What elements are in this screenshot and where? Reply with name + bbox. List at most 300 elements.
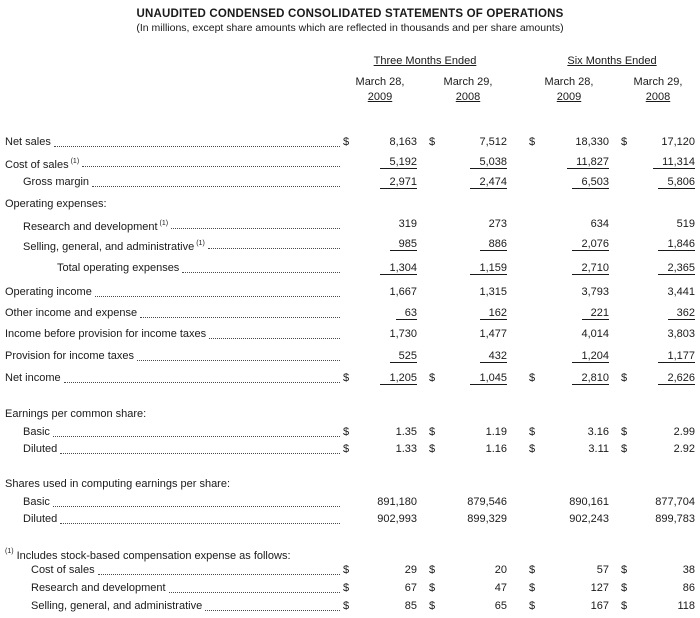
cell-value-text: 85 (404, 600, 417, 612)
currency-symbol (343, 152, 359, 172)
col-header-month: March 28, (544, 76, 594, 88)
currency-symbol (529, 303, 545, 323)
cell-value (545, 579, 609, 597)
table-row (5, 346, 695, 366)
cell-value-text: 634 (590, 218, 609, 230)
row-label-text: Diluted (23, 443, 58, 455)
cell-value-text: 1,045 (470, 372, 507, 385)
cell-value (445, 424, 507, 441)
currency-symbol (529, 346, 545, 366)
leader-dots (169, 592, 340, 593)
row-label-text: Earnings per common share: (5, 408, 147, 420)
cell-value (637, 511, 695, 528)
leader-dots (60, 523, 340, 524)
col-gap (609, 511, 621, 528)
cell-value-text: 3.11 (588, 443, 609, 455)
cell-value-text: 1.16 (485, 443, 507, 455)
col-gap (507, 132, 529, 152)
cell-value-text: 985 (390, 238, 417, 251)
cell-value (445, 368, 507, 388)
col-gap (417, 152, 429, 172)
currency-symbol (529, 258, 545, 278)
col-gap (507, 258, 529, 278)
row-label (5, 368, 343, 388)
table-row (5, 368, 695, 388)
cell-value (359, 234, 417, 254)
cell-value (637, 561, 695, 579)
cell-value (637, 597, 695, 615)
cell-value-text: 3,803 (667, 328, 695, 340)
leader-dots (82, 166, 340, 167)
row-label (5, 172, 343, 192)
cell-value-text: 1,667 (389, 286, 417, 298)
row-label-text: Gross margin (23, 176, 90, 188)
cell-value (445, 282, 507, 302)
cell-value (359, 579, 417, 597)
table-row (5, 511, 695, 528)
cell-value-text: 879,546 (467, 496, 507, 508)
cell-value (637, 424, 695, 441)
cell-value-text: 86 (682, 582, 695, 594)
currency-symbol (529, 234, 545, 254)
col-gap (609, 424, 621, 441)
currency-symbol: $ (529, 372, 536, 384)
cell-value-text: 886 (480, 238, 507, 251)
cell-value-text: 891,180 (377, 496, 417, 508)
currency-symbol (529, 324, 545, 344)
currency-symbol (429, 152, 445, 172)
table-row (5, 475, 695, 493)
col-header-month: March 28, (355, 76, 405, 88)
currency-symbol (621, 152, 637, 172)
cell-value-text: 17,120 (661, 136, 695, 148)
leader-dots (53, 436, 340, 437)
currency-symbol (621, 172, 637, 192)
row-label (5, 282, 343, 302)
row-label-text: Net sales (5, 136, 51, 148)
cell-value-text: 2,971 (380, 176, 417, 189)
cell-value (445, 346, 507, 366)
col-gap (507, 561, 529, 579)
col-gap (609, 303, 621, 323)
col-gap (507, 152, 529, 172)
currency-symbol: $ (621, 136, 628, 148)
cell-value (637, 172, 695, 192)
page-subtitle: (In millions, except share amounts which are reflected in thousands and per share amounts) (136, 22, 564, 34)
table-row (5, 303, 695, 323)
currency-symbol: $ (529, 136, 536, 148)
currency-symbol (343, 324, 359, 344)
leader-dots (208, 248, 340, 249)
currency-symbol (529, 511, 545, 528)
cell-value-text: 3,793 (581, 286, 609, 298)
cell-value (637, 303, 695, 323)
row-label-text: $^{(1)}$ Includes stock-based compensation expense as follows: (5, 548, 291, 562)
cell-value (359, 258, 417, 278)
cell-value-text: 5,038 (470, 156, 507, 169)
cell-value (359, 172, 417, 192)
row-label (5, 152, 343, 172)
cell-value (359, 597, 417, 615)
currency-symbol (429, 511, 445, 528)
currency-symbol: $ (343, 564, 350, 576)
col-gap (507, 75, 529, 105)
currency-symbol: $ (343, 426, 350, 438)
currency-symbol (343, 303, 359, 323)
row-label-text: Other income and expense (5, 307, 138, 319)
cell-value (359, 282, 417, 302)
cell-value (359, 424, 417, 441)
table-row (5, 258, 695, 278)
col-gap (609, 441, 621, 458)
col-gap (609, 132, 621, 152)
currency-symbol (343, 494, 359, 511)
currency-symbol: $ (621, 600, 628, 612)
cell-value (637, 282, 695, 302)
leader-dots (64, 382, 340, 383)
row-label-text: Research and development $^{(1)}$ (23, 220, 169, 233)
cell-value-text: 63 (396, 307, 417, 320)
currency-symbol: $ (621, 582, 628, 594)
leader-dots (137, 360, 340, 361)
cell-value (545, 561, 609, 579)
cell-value (359, 214, 417, 234)
header-spacer (5, 75, 343, 105)
cell-value (637, 368, 695, 388)
cell-value (545, 172, 609, 192)
col-gap (609, 258, 621, 278)
currency-symbol (621, 303, 637, 323)
cell-value-text: 47 (494, 582, 507, 594)
currency-symbol (429, 494, 445, 511)
row-label (5, 258, 343, 278)
cell-value (545, 494, 609, 511)
cell-value (445, 303, 507, 323)
col-gap (417, 282, 429, 302)
row-label (5, 194, 695, 214)
row-label-text: Basic (23, 496, 50, 508)
cell-value (359, 324, 417, 344)
cell-value (359, 494, 417, 511)
row-label-text: Selling, general, and administrative (31, 600, 203, 612)
cell-value (445, 234, 507, 254)
cell-value-text: 899,329 (467, 513, 507, 525)
currency-symbol (529, 152, 545, 172)
col-gap (507, 282, 529, 302)
currency-symbol (429, 303, 445, 323)
currency-symbol (343, 258, 359, 278)
cell-value (637, 346, 695, 366)
row-label-text: Operating income (5, 286, 92, 298)
col-gap (417, 561, 429, 579)
col-gap (609, 324, 621, 344)
cell-value-text: 7,512 (479, 136, 507, 148)
cell-value (359, 346, 417, 366)
cell-value-text: 29 (404, 564, 417, 576)
currency-symbol: $ (343, 372, 350, 384)
cell-value-text: 1.35 (395, 426, 417, 438)
cell-value-text: 899,783 (655, 513, 695, 525)
cell-value (359, 511, 417, 528)
col-gap (417, 579, 429, 597)
col-gap (507, 172, 529, 192)
row-label-text: Research and development (31, 582, 166, 594)
col-gap (507, 579, 529, 597)
row-label (5, 346, 343, 366)
row-label-text: Provision for income taxes (5, 350, 134, 362)
cell-value-text: 8,163 (389, 136, 417, 148)
col-gap (609, 172, 621, 192)
col-gap (609, 214, 621, 234)
table-row (5, 324, 695, 344)
col-header (429, 75, 507, 105)
row-label-text: Cost of sales $^{(1)}$ (5, 158, 80, 171)
leader-dots (60, 453, 340, 454)
col-gap (609, 152, 621, 172)
cell-value (637, 441, 695, 458)
table-row (5, 194, 695, 214)
cell-value-text: 6,503 (572, 176, 609, 189)
currency-symbol: $ (529, 564, 536, 576)
col-gap (507, 214, 529, 234)
currency-symbol: $ (429, 582, 436, 594)
cell-value-text: 2.92 (673, 443, 695, 455)
col-header-month: March 29, (443, 76, 493, 88)
currency-symbol: $ (621, 426, 628, 438)
row-label (5, 543, 695, 561)
currency-symbol (429, 282, 445, 302)
col-gap (609, 282, 621, 302)
cell-value (359, 368, 417, 388)
row-label-text: Cost of sales (31, 564, 95, 576)
cell-value (637, 152, 695, 172)
cell-value-text: 319 (398, 218, 417, 230)
currency-symbol: $ (529, 426, 536, 438)
cell-value (545, 258, 609, 278)
col-gap (609, 346, 621, 366)
cell-value (637, 234, 695, 254)
cell-value-text: 221 (582, 307, 609, 320)
currency-symbol: $ (343, 136, 350, 148)
cell-value (445, 597, 507, 615)
cell-value-text: 1.33 (395, 443, 417, 455)
row-label (5, 214, 343, 234)
col-dates-row (5, 75, 695, 105)
cell-value (545, 132, 609, 152)
col-header-year: 2009 (367, 91, 393, 103)
cell-value-text: 2,810 (572, 372, 609, 385)
cell-value-text: 432 (480, 350, 507, 363)
table-row (5, 561, 695, 579)
col-group-text: Six Months Ended (567, 55, 657, 67)
currency-symbol (429, 172, 445, 192)
cell-value-text: 5,192 (380, 156, 417, 169)
cell-value-text: 1,730 (389, 328, 417, 340)
currency-symbol (529, 494, 545, 511)
col-groups-row (5, 55, 695, 67)
table-row (5, 405, 695, 423)
leader-dots (92, 186, 340, 187)
table-row (5, 172, 695, 192)
cell-value (445, 152, 507, 172)
currency-symbol: $ (429, 600, 436, 612)
currency-symbol (343, 172, 359, 192)
cell-value-text: 2,474 (470, 176, 507, 189)
currency-symbol (621, 258, 637, 278)
cell-value (637, 258, 695, 278)
col-gap (417, 441, 429, 458)
leader-dots (95, 296, 340, 297)
cell-value-text: 67 (404, 582, 417, 594)
cell-value (445, 494, 507, 511)
currency-symbol (621, 234, 637, 254)
cell-value-text: 18,330 (575, 136, 609, 148)
cell-value-text: 11,314 (653, 156, 695, 169)
currency-symbol (621, 214, 637, 234)
col-header-month: March 29, (633, 76, 683, 88)
leader-dots (182, 272, 340, 273)
row-label-text: Income before provision for income taxes (5, 328, 207, 340)
cell-value (545, 234, 609, 254)
table-row (5, 441, 695, 458)
row-label-text: Total operating expenses (57, 262, 180, 274)
page-title: UNAUDITED CONDENSED CONSOLIDATED STATEMENTS OF OPERATIONS (136, 8, 564, 20)
col-gap (507, 368, 529, 388)
cell-value-text: 2,365 (658, 262, 695, 275)
cell-value-text: 167 (590, 600, 609, 612)
currency-symbol: $ (621, 372, 628, 384)
col-gap (609, 234, 621, 254)
col-gap (507, 303, 529, 323)
cell-value (359, 303, 417, 323)
col-header-year: 2009 (556, 91, 582, 103)
col-gap (417, 172, 429, 192)
cell-value-text: 2,710 (572, 262, 609, 275)
cell-value-text: 2,626 (658, 372, 695, 385)
col-gap (417, 234, 429, 254)
currency-symbol: $ (529, 600, 536, 612)
cell-value-text: 118 (677, 600, 695, 612)
currency-symbol (429, 324, 445, 344)
col-header-year: 2008 (455, 91, 481, 103)
col-group-text: Three Months Ended (373, 55, 477, 67)
cell-value-text: 1,477 (479, 328, 507, 340)
col-group-label (343, 55, 507, 67)
cell-value-text: 5,806 (658, 176, 695, 189)
cell-value (545, 441, 609, 458)
col-header-year: 2008 (645, 91, 671, 103)
currency-symbol: $ (343, 443, 350, 455)
currency-symbol: $ (621, 443, 628, 455)
currency-symbol (343, 214, 359, 234)
row-label (5, 303, 343, 323)
currency-symbol: $ (429, 136, 436, 148)
col-gap (507, 441, 529, 458)
col-gap (507, 494, 529, 511)
row-label-text: Basic (23, 426, 50, 438)
cell-value (545, 346, 609, 366)
currency-symbol: $ (529, 443, 536, 455)
row-label (5, 511, 343, 528)
cell-value-text: 1,204 (572, 350, 609, 363)
cell-value (359, 132, 417, 152)
cell-value (545, 511, 609, 528)
cell-value (445, 132, 507, 152)
cell-value (637, 132, 695, 152)
cell-value-text: 273 (488, 218, 507, 230)
leader-dots (209, 338, 340, 339)
currency-symbol (429, 258, 445, 278)
cell-value-text: 2.99 (673, 426, 695, 438)
cell-value-text: 1,304 (380, 262, 417, 275)
currency-symbol: $ (429, 426, 436, 438)
row-label (5, 475, 695, 493)
cell-value (445, 579, 507, 597)
currency-symbol (343, 282, 359, 302)
col-gap (507, 346, 529, 366)
leader-dots (205, 610, 340, 611)
col-gap (417, 511, 429, 528)
col-gap (507, 597, 529, 615)
cell-value (445, 258, 507, 278)
leader-dots (140, 317, 340, 318)
col-gap (609, 75, 621, 105)
col-gap (609, 494, 621, 511)
col-gap (417, 303, 429, 323)
cell-value (637, 579, 695, 597)
col-gap (507, 324, 529, 344)
table-row (5, 214, 695, 234)
row-label-text: Diluted (23, 513, 58, 525)
table-header (5, 55, 695, 105)
cell-value (359, 441, 417, 458)
cell-value-text: 902,243 (569, 513, 609, 525)
currency-symbol (621, 494, 637, 511)
cell-value-text: 2,076 (572, 238, 609, 251)
table-row (5, 152, 695, 172)
currency-symbol: $ (343, 600, 350, 612)
row-label (5, 234, 343, 254)
cell-value (445, 214, 507, 234)
cell-value-text: 65 (494, 600, 507, 612)
currency-symbol (529, 172, 545, 192)
currency-symbol: $ (429, 564, 436, 576)
cell-value-text: 1,846 (658, 238, 695, 251)
footnote-ref: (1) (196, 240, 205, 247)
cell-value (637, 324, 695, 344)
cell-value (445, 172, 507, 192)
row-label (5, 324, 343, 344)
cell-value-text: 3,441 (667, 286, 695, 298)
col-gap (417, 75, 429, 105)
cell-value-text: 877,704 (655, 496, 695, 508)
cell-value (545, 152, 609, 172)
col-gap (417, 258, 429, 278)
currency-symbol (343, 511, 359, 528)
row-label (5, 597, 343, 615)
cell-value-text: 4,014 (581, 328, 609, 340)
cell-value (545, 424, 609, 441)
cell-value-text: 902,993 (377, 513, 417, 525)
cell-value-text: 1,177 (658, 350, 695, 363)
table-row (5, 234, 695, 254)
footnote-ref: (1) (159, 220, 169, 227)
currency-symbol (343, 234, 359, 254)
col-gap (417, 494, 429, 511)
currency-symbol (621, 324, 637, 344)
currency-symbol: $ (529, 582, 536, 594)
col-gap (609, 368, 621, 388)
